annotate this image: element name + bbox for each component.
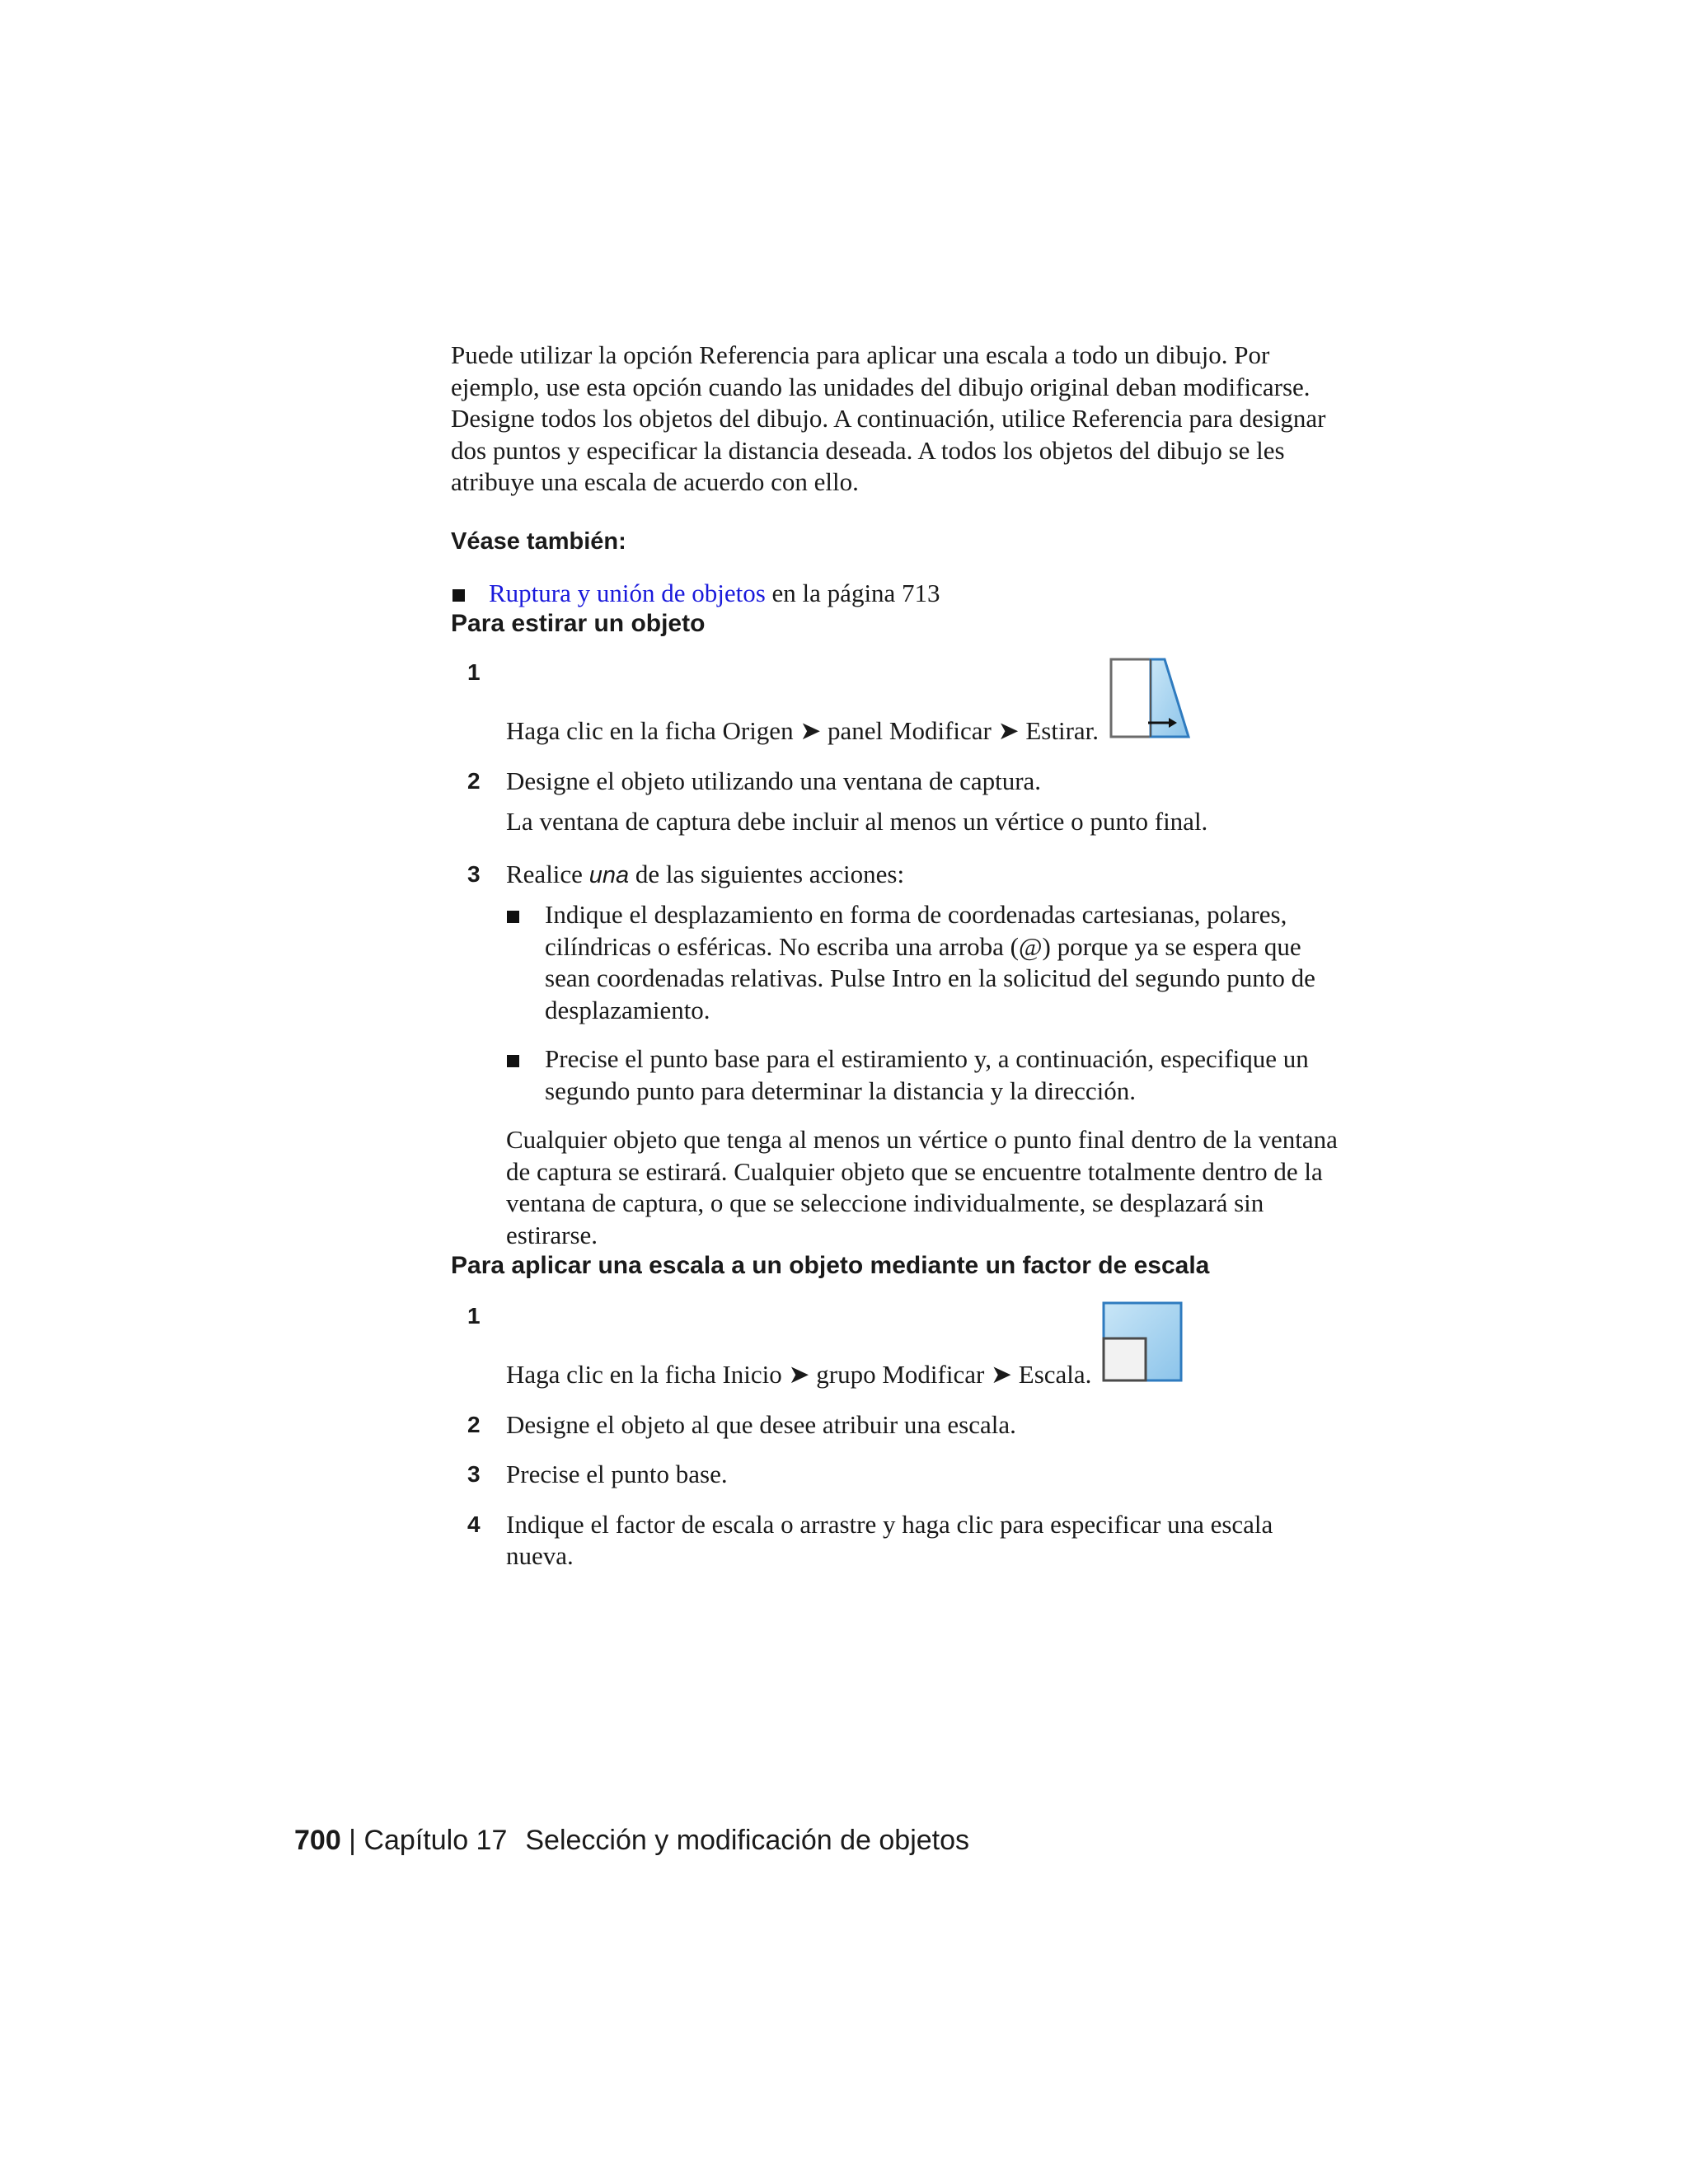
step-number: 3 — [467, 1461, 481, 1487]
step-number: 2 — [467, 1411, 481, 1437]
step-text — [506, 859, 1341, 892]
intro-paragraph: Puede utilizar la opción Referencia para aplicar una escala a todo un dibujo. Por ejemplo, use esta opción cuando las unidades del dibujo original deban modificarse. Designe todos los objetos del dibujo. A continuación, utilice Referencia para designar dos puntos y especificar la distancia deseada. A todos los objetos del dibujo se les atribuye una escala de acuerdo con ello. — [451, 340, 1326, 496]
step-number: 1 — [467, 659, 481, 685]
step-text-post: de las siguientes acciones: — [629, 859, 905, 888]
see-also-list — [451, 578, 1341, 610]
step-text: Haga clic en la ficha Inicio ➤ grupo Modificar ➤ Escala. — [506, 1360, 1092, 1389]
step-text-pre: Realice — [506, 859, 589, 888]
chapter-label: Capítulo 17 — [363, 1825, 508, 1856]
option-text: Indique el desplazamiento en forma de coordenadas cartesianas, polares, cilíndricas o esféricas. No escriba una arroba (@) porque ya se espera que sean coordenadas relativas. Pulse Intro en la solicitud del segundo punto de desplazamiento. — [545, 900, 1315, 1024]
stretch-note: Cualquier objeto que tenga al menos un vértice o punto final dentro de la ventana de captura se estirará. Cualquier objeto que se encuentre totalmente dentro de la ventana de captura, o que se seleccione individualmente, se desplazará sin estirarse. — [506, 1125, 1338, 1249]
scale-tool-icon — [1101, 1301, 1184, 1391]
chapter-title: Selección y modificación de objetos — [525, 1825, 970, 1856]
scale-heading: Para aplicar una escala a un objeto mediante un factor de escala — [451, 1252, 1210, 1279]
page-footer — [294, 1824, 969, 1857]
see-also-item — [451, 578, 1341, 610]
stretch-heading: Para estirar un objeto — [451, 610, 706, 637]
stretch-options — [506, 899, 1341, 1107]
scale-step-4 — [467, 1509, 1341, 1572]
page-number: 700 — [294, 1825, 341, 1856]
footer-separator: | — [340, 1825, 364, 1856]
step-number: 4 — [467, 1511, 481, 1537]
step-number: 1 — [467, 1303, 481, 1329]
scale-steps — [467, 1301, 1341, 1572]
step-text: Designe el objeto al que desee atribuir una escala. — [506, 1409, 1016, 1439]
see-also-heading: Véase también: — [451, 527, 626, 555]
step-text: Designe el objeto utilizando una ventana de captura. — [506, 766, 1042, 795]
step-text: Haga clic en la ficha Origen ➤ panel Modificar ➤ Estirar. — [506, 716, 1100, 745]
step-text-emphasis: una — [588, 861, 630, 888]
scale-step-1 — [467, 1301, 1341, 1391]
stretch-step-3 — [467, 859, 1341, 1252]
step-note: La ventana de captura debe incluir al menos un vértice o punto final. — [506, 807, 1208, 836]
step-text: Indique el factor de escala o arrastre y haga clic para especificar una escala nueva. — [506, 1509, 1273, 1570]
stretch-option-2 — [506, 1043, 1341, 1107]
step-text: Precise el punto base. — [506, 1460, 728, 1488]
scale-step-3 — [467, 1459, 1341, 1491]
stretch-step-1 — [467, 657, 1341, 748]
step-number: 3 — [467, 860, 481, 887]
bullet-square-icon — [507, 1055, 519, 1067]
see-also-link[interactable]: Ruptura y unión de objetos — [489, 578, 766, 607]
scale-step-2 — [467, 1409, 1341, 1441]
option-text: Precise el punto base para el estiramiento y, a continuación, especifique un segundo punto para determinar la distancia y la dirección. — [545, 1044, 1309, 1105]
bullet-square-icon — [507, 911, 519, 923]
page-content — [451, 340, 1341, 1572]
step-number: 2 — [467, 767, 481, 794]
stretch-tool-icon — [1109, 657, 1191, 748]
bullet-square-icon — [452, 589, 465, 602]
see-also-page-ref: en la página 713 — [765, 578, 940, 607]
stretch-steps — [467, 657, 1341, 1251]
stretch-step-2 — [467, 766, 1341, 838]
stretch-option-1 — [506, 899, 1341, 1026]
